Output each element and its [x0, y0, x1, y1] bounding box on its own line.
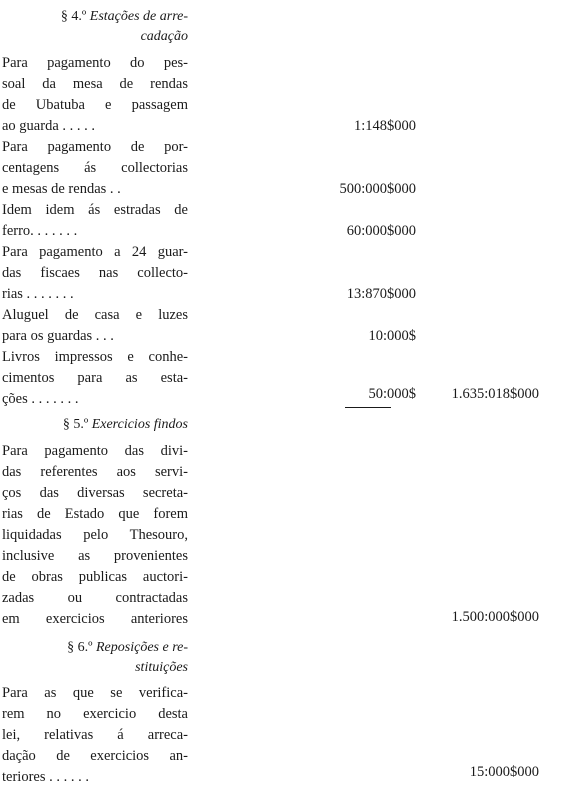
item-amount: 13:870$000 [346, 286, 416, 302]
item-amount: 50:000$ [368, 386, 416, 402]
item-line: rem no exercicio desta [2, 706, 188, 722]
section-total: 15:000$000 [469, 764, 539, 780]
item-line: ções . . . . . . . [2, 391, 79, 407]
section-title: Exercicios findos [91, 417, 188, 432]
item-line: rias de Estado que forem [2, 506, 188, 522]
section-title: Estações de arre- [89, 9, 188, 24]
item-line: Para pagamento de por- [2, 139, 188, 155]
item-amount: 10:000$ [368, 328, 416, 344]
item-line: liquidadas pelo Thesouro, [2, 527, 188, 543]
section-title: Reposições e re- [96, 640, 188, 655]
item-line: de obras publicas auctori- [2, 569, 188, 585]
item-line: ferro. . . . . . . [2, 223, 78, 239]
item-line: Idem idem ás estradas de [2, 202, 188, 218]
section-symbol: § [60, 9, 68, 24]
item-line: Para as que se verifica- [2, 685, 188, 701]
section-heading-6 [2, 637, 188, 658]
item-line: ao guarda . . . . . [2, 118, 96, 134]
item-line: lei, relativas á arreca- [2, 727, 188, 743]
sum-rule [345, 407, 391, 408]
item-line: centagens ás collectorias [2, 160, 188, 176]
section-number: 4.º [71, 9, 87, 24]
item-line: em exercicios anteriores [2, 611, 188, 627]
item-line: teriores . . . . . . [2, 769, 89, 785]
item-amount: 500:000$000 [339, 181, 416, 197]
section-heading-4-cont: cadação [140, 29, 188, 44]
item-line: de Ubatuba e passagem [2, 97, 188, 113]
item-amount: 1:148$000 [353, 118, 416, 134]
item-line: inclusive as provenientes [2, 548, 188, 564]
section-heading-6-cont: stituições [135, 660, 188, 675]
section-heading-4 [2, 6, 188, 27]
item-line: ços das diversas secreta- [2, 485, 188, 501]
section-total: 1.500:000$000 [451, 609, 539, 625]
item-line: zadas ou contractadas [2, 590, 188, 606]
item-line: Aluguel de casa e luzes [2, 307, 188, 323]
item-line: e mesas de rendas . . [2, 181, 121, 197]
item-line: das fiscaes nas collecto- [2, 265, 188, 281]
item-line: para os guardas . . . [2, 328, 114, 344]
section-symbol: § [67, 640, 75, 655]
item-line: dação de exercicios an- [2, 748, 188, 764]
item-line: Para pagamento a 24 guar- [2, 244, 188, 260]
section-symbol: § [62, 417, 70, 432]
item-line: Para pagamento do pes- [2, 55, 188, 71]
item-line: das referentes aos servi- [2, 464, 188, 480]
section-number: 6.º [77, 640, 93, 655]
item-line: rias . . . . . . . [2, 286, 74, 302]
item-line: Para pagamento das divi- [2, 443, 188, 459]
section-heading-5 [2, 414, 188, 435]
item-amount: 60:000$000 [346, 223, 416, 239]
section-number: 5.º [73, 417, 89, 432]
item-line: soal da mesa de rendas [2, 76, 188, 92]
section-total: 1.635:018$000 [451, 386, 539, 402]
item-line: Livros impressos e conhe- [2, 349, 188, 365]
item-line: cimentos para as esta- [2, 370, 188, 386]
